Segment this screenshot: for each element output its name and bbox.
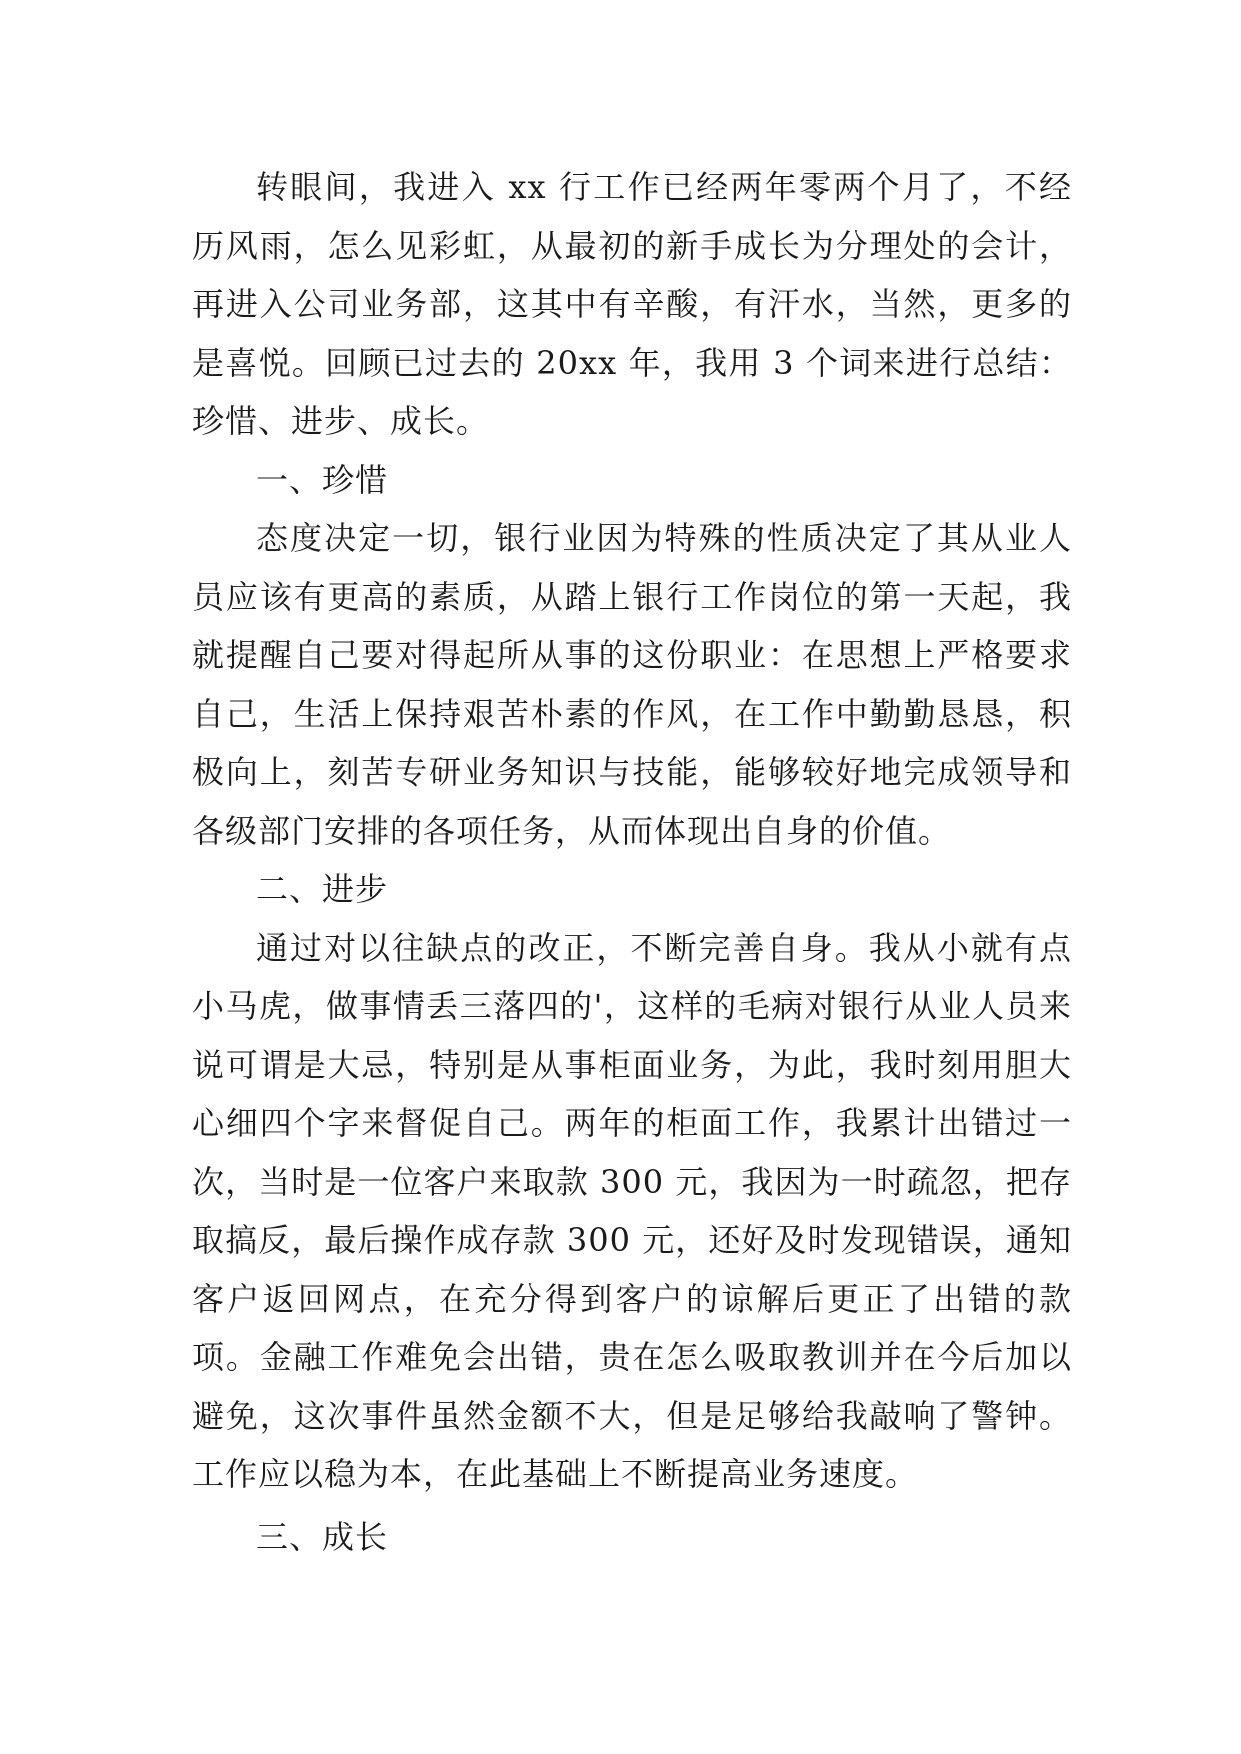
progress-paragraph: 通过对以往缺点的改正，不断完善自身。我从小就有点小马虎，做事情丢三落四的'，这样的毛病对银行从业人员来说可谓是大忌，特别是从事柜面业务，为此，我时刻用胆大心细四个字来督促自己。两年的柜面工作，我累计出错过一次，当时是一位客户来取款 300 元，我因为一时疏忽，把存取搞反，最后操作成存款 300 元，还好及时发现错误，通知客户返回网点，在充分得到客户的谅解后更正了出错的款项。金融工作难免会出错，贵在怎么吸取教训并在今后加以避免，这次事件虽然金额不大，但是足够给我敲响了警钟。工作应以稳为本，在此基础上不断提高业务速度。: [192, 928, 1072, 1493]
section-heading-progress: 二、进步: [256, 870, 389, 908]
document-body: [192, 158, 1072, 1566]
section-heading-cherish: 一、珍惜: [256, 460, 389, 499]
cherish-paragraph: 态度决定一切，银行业因为特殊的性质决定了其从业人员应该有更高的素质，从踏上银行工作岗位的第一天起，我就提醒自己要对得起所从事的这份职业：在思想上严格要求自己，生活上保持艰苦朴素的作风，在工作中勤勤恳恳，积极向上，刻苦专研业务知识与技能，能够较好地完成领导和各级部门安排的各项任务，从而体现出自身的价值。: [192, 519, 1072, 850]
section-heading-growth: 三、成长: [256, 1517, 389, 1556]
intro-paragraph: 转眼间，我进入 xx 行工作已经两年零两个月了，不经历风雨，怎么见彩虹，从最初的新手成长为分理处的会计，再进入公司业务部，这其中有辛酸，有汗水，当然，更多的是喜悦。回顾已过去的 20xx 年，我用 3 个词来进行总结：珍惜、进步、成长。: [192, 168, 1072, 440]
